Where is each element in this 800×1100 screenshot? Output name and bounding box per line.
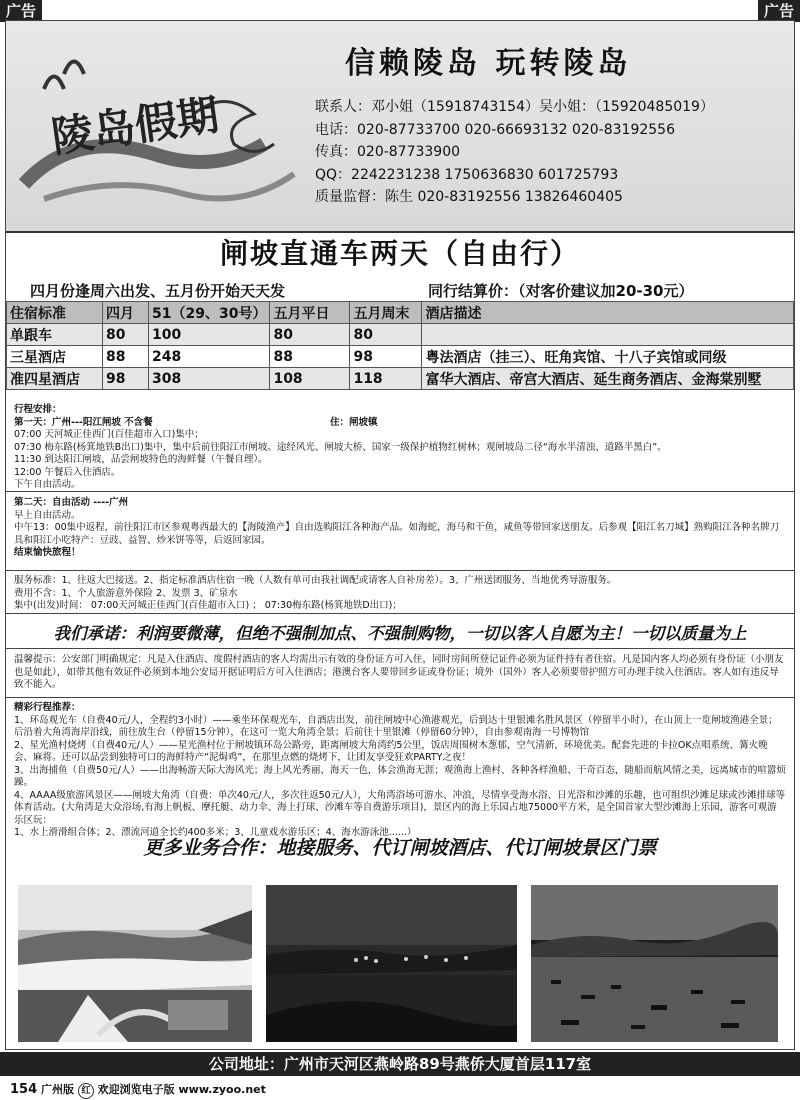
table-cell: 三星酒店 bbox=[7, 346, 103, 368]
ad-tag-left: 广告 bbox=[0, 0, 42, 22]
day2-item: 早上自由活动。 bbox=[14, 509, 81, 521]
service-section bbox=[14, 575, 786, 613]
schedule-note: 四月份逢周六出发、五月份开始天天发 bbox=[30, 282, 286, 300]
table-cell: 118 bbox=[350, 368, 422, 390]
contact-line: 传真：020-87733900 bbox=[315, 144, 461, 160]
ad-tag-right: 广告 bbox=[758, 0, 800, 22]
day1-item: 07:30 梅东路(杨箕地铁B出口)集中，集中后前往阳江市闸坡。途经风光、闸坡大桥、国家一级保护植物红树林；观闸坡岛二径“海水半清浊、道路半黑白”。 bbox=[14, 441, 667, 453]
extras-item: 1、水上滑滑组合体；2、漂流河道全长约400多米；3、儿童戏水游乐区；4、海水游泳池......） bbox=[14, 827, 417, 838]
table-header: 住宿标准 bbox=[7, 302, 103, 324]
table-cell: 80 bbox=[103, 324, 149, 346]
divider bbox=[6, 491, 794, 492]
table-cell: 准四星酒店 bbox=[7, 368, 103, 390]
price-note: 同行结算价：（对客价建议加20-30元） bbox=[428, 282, 694, 300]
table-header: 51（29、30号） bbox=[149, 302, 270, 324]
beach-photo bbox=[18, 885, 252, 1042]
day1-item: 12:00 午餐后入住酒店。 bbox=[14, 466, 121, 478]
page-footer bbox=[10, 1081, 266, 1099]
promise-banner: 我们承诺：利润要微薄，但绝不强制加点、不强制购物，一切以客人自愿为主！一切以质量为上 bbox=[53, 624, 747, 643]
table-cell: 248 bbox=[149, 346, 270, 368]
divider bbox=[6, 697, 794, 698]
table-cell: 98 bbox=[103, 368, 149, 390]
table-cell: 108 bbox=[270, 368, 350, 390]
table-cell: 88 bbox=[270, 346, 350, 368]
day2-item: 结束愉快旅程！ bbox=[14, 547, 81, 558]
table-header: 五月平日 bbox=[270, 302, 350, 324]
extras-item: 2、星光渔村烧烤（自费40元/人）——星光渔村位于闸坡镇环岛公路旁，距离闸坡大角湾约5公里，饭店周围树木葱郁，空气清新，环境优美。配套先进的卡拉OK点唱系统、篝火晚会、麻将。还可以品尝到独特可口的海鲜特产“泥焗鸡”，在那里点燃的烧烤下，让团友享受狂欢PARTY之夜！ bbox=[14, 739, 768, 763]
footer-website: 欢迎浏览电子版 www.zyoo.net bbox=[97, 1083, 266, 1096]
notice-section bbox=[14, 654, 786, 692]
table-row bbox=[7, 324, 794, 346]
notice-text: 温馨提示：公安部门明确规定：凡是入住酒店、度假村酒店的客人均需出示有效的身份证方可入住，同时房间所登记证件必须为证件持有者住宿。凡是国内客人均必须有身份证（小朋友也是如此），如带其他有效证件必须到本地公安局开据证明后方可入住酒店；港澳台客人要带回乡证或身份证；境外（国外）客人必须要带护照方可办理手续入住酒店。客人如有违反导致不能入。 bbox=[14, 654, 784, 690]
service-excludes: 费用不含：1、个人旅游意外保险 2、发票 3、矿泉水 bbox=[14, 587, 238, 599]
table-row bbox=[7, 346, 794, 368]
page-number: 154 bbox=[10, 1082, 38, 1097]
company-address: 公司地址：广州市天河区燕岭路89号燕侨大厦首层117室 bbox=[0, 1052, 800, 1076]
contact-info bbox=[315, 96, 714, 209]
table-header: 五月周末 bbox=[350, 302, 422, 324]
table-cell: 粤法酒店（挂三）、旺角宾馆、十八子宾馆或同级 bbox=[422, 346, 794, 368]
table-cell: 80 bbox=[350, 324, 422, 346]
lingdao-logo bbox=[14, 34, 304, 214]
divider bbox=[6, 613, 794, 614]
service-meeting: 集中(出发)时间： 07:00天河城正佳西门(百佳超市入口) ； 07:30梅东路(杨箕地铁D出口)； bbox=[14, 600, 402, 611]
itinerary-heading: 行程安排： bbox=[14, 404, 62, 415]
table-cell bbox=[422, 324, 794, 346]
extras-item: 1、环岛观光车（自费40元/人，全程约3小时）——乘坐环保观光车，自酒店出发，前往闸坡中心渔港观光，后到达十里银滩名胜风景区（停留半小时），在山顶上一览闸坡渔港全景；后沿着大角湾海岸沿线，前往放生台（停留15分钟），在这可一览大角湾全景；后前往十里银滩（停留60分钟），自由参观南海一号博物馆 bbox=[14, 714, 778, 738]
table-cell: 单跟车 bbox=[7, 324, 103, 346]
contact-line: 质量监督：陈生 020-83192556 13826460405 bbox=[315, 189, 623, 205]
business-banner: 更多业务合作：地接服务、代订闸坡酒店、代订闸坡景区门票 bbox=[143, 837, 657, 859]
contact-line: 电话：020-87733700 020-66693132 020-83192556 bbox=[315, 121, 675, 138]
day1-item: 下午自由活动。 bbox=[14, 479, 81, 490]
extras-heading: 精彩行程推荐： bbox=[14, 702, 81, 713]
service-includes: 服务标准：1、往返大巴接送。2、指定标准酒店住宿一晚（人数有单可由我社调配或请客人自补房差）。3、广州送团服务、当地优秀导游服务。 bbox=[14, 575, 617, 586]
table-cell: 80 bbox=[270, 324, 350, 346]
table-header-row bbox=[7, 302, 794, 324]
day2-item: 中午13：00集中返程，前往阳江市区参观粤西最大的【海陵渔产】自由选购阳江各种海产品。如海蛇，海马和干鱼，咸鱼等带回家送朋友。后参观【阳江名刀城】熟购阳江各种名牌刀具和阳江小吃特产：豆豉、益智、炒米饼等等，后返回家园。 bbox=[14, 522, 780, 546]
table-cell: 富华大酒店、帝宫大酒店、延生商务酒店、金海棠别墅 bbox=[422, 368, 794, 390]
edition-label: 广州版 bbox=[40, 1083, 74, 1096]
table-cell: 100 bbox=[149, 324, 270, 346]
itinerary-section bbox=[14, 404, 786, 492]
day1-lodging: 住：闸坡镇 bbox=[330, 416, 378, 428]
sunset-bay-photo bbox=[531, 885, 778, 1042]
contact-line: QQ：2242231238 1750636830 601725793 bbox=[315, 166, 619, 183]
day1-item: 07:00 天河城正佳西门(百佳超市入口)集中； bbox=[14, 429, 204, 440]
zyoo-badge-icon: 红 bbox=[78, 1083, 94, 1099]
extras-item: 3、出海捕鱼（自费50元/人）——出海畅游天际大海风光；海上风光秀丽、海天一色，体会渔海无涯；观渔海上渔村、各种各样渔船、干奇百态，随船而航风情之美，远离城市的喧嚣烦躁。 bbox=[14, 764, 786, 788]
day1-title bbox=[14, 417, 786, 430]
table-header: 四月 bbox=[103, 302, 149, 324]
divider bbox=[6, 570, 794, 571]
extras-item: 4、AAAA级旅游风景区——闸坡大角湾（自费：单次40元/人，多次往返50元/人），大角湾浴场可游水、冲浪，尽情享受海水浴、日光浴和沙滩的乐趣，也可组织沙滩足球或沙滩排球等体育活动。(大角湾是大众浴场,有海上帆板、摩托艇、动力伞、海上打球、沙滩车等自费游乐项目)，景区内的海上乐园占地75000平方米，是全国首家大型沙滩海上乐园，游客可观游乐区玩： bbox=[14, 789, 786, 826]
table-row bbox=[7, 368, 794, 390]
page-title: 闸坡直通车两天（自由行） bbox=[219, 237, 580, 270]
price-table bbox=[6, 301, 794, 390]
day1-item: 11:30 到达阳江闸坡，品尝闸坡特色的海鲜餐（午餐自理）。 bbox=[14, 454, 268, 465]
logo-text: 陵岛假期 bbox=[48, 89, 222, 162]
day1-title-text: 第一天：广州---阳江闸坡 不含餐 bbox=[14, 416, 153, 428]
table-cell: 98 bbox=[350, 346, 422, 368]
divider bbox=[6, 648, 794, 649]
table-header: 酒店描述 bbox=[422, 302, 794, 324]
day2-section bbox=[14, 497, 786, 560]
extras-section bbox=[14, 702, 786, 840]
slogan: 信赖陵岛 玩转陵岛 bbox=[345, 46, 632, 81]
day2-title: 第二天：自由活动 ----广州 bbox=[14, 497, 129, 508]
table-cell: 88 bbox=[103, 346, 149, 368]
table-cell: 308 bbox=[149, 368, 270, 390]
night-harbor-photo bbox=[266, 885, 517, 1042]
contact-line: 联系人：邓小姐（15918743154）吴小姐：（15920485019） bbox=[315, 99, 714, 115]
